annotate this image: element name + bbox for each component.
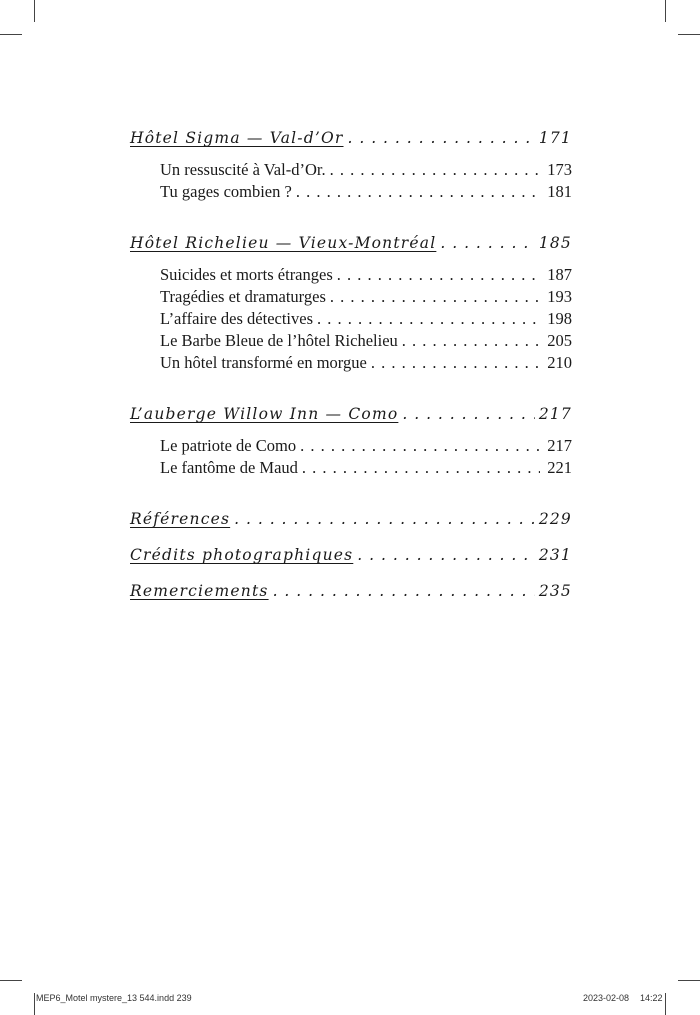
- toc-entry[interactable]: [130, 457, 572, 479]
- slug-date: 2023-02-08: [583, 993, 630, 1003]
- toc-page-number: 171: [538, 129, 572, 147]
- leader-dots: [296, 181, 540, 203]
- crop-mark-top-right: [665, 0, 666, 22]
- toc-entry-title: Le patriote de Como: [160, 436, 297, 455]
- slug-time: 14:22: [640, 993, 663, 1003]
- leader-dots: [330, 286, 540, 308]
- toc-section-richelieu[interactable]: [130, 232, 572, 254]
- toc-entry[interactable]: [130, 330, 572, 352]
- crop-mark-bottom-left: [34, 993, 35, 1015]
- toc-page-number: 217: [547, 436, 572, 455]
- toc-section-title: Crédits photographiques: [130, 546, 354, 564]
- crop-mark-bottom-right: [665, 993, 666, 1015]
- leader-dots: [234, 508, 535, 530]
- toc-entry[interactable]: [130, 264, 572, 286]
- crop-mark-top-left-h: [0, 34, 22, 35]
- toc-entry-title: Un ressuscité à Val-d’Or.: [160, 160, 326, 179]
- toc-entry[interactable]: [130, 308, 572, 330]
- toc-page-number: 205: [547, 331, 572, 350]
- toc-page-number: 221: [547, 458, 572, 477]
- toc-entry-title: Tu gages combien ?: [160, 182, 292, 201]
- crop-mark-bottom-left-h: [0, 980, 22, 981]
- crop-mark-bottom-right-h: [678, 980, 700, 981]
- slug-filename: MEP6_Motel mystere_13 544.indd 239: [36, 993, 192, 1003]
- toc-page-number: 193: [547, 287, 572, 306]
- toc-section-credits[interactable]: [130, 544, 572, 566]
- toc-section-sigma[interactable]: [130, 127, 572, 149]
- leader-dots: [371, 352, 540, 374]
- toc-entry[interactable]: [130, 352, 572, 374]
- leader-dots: [440, 232, 534, 254]
- leader-dots: [357, 544, 535, 566]
- crop-mark-top-left: [34, 0, 35, 22]
- toc-page-number: 235: [538, 582, 572, 600]
- toc-section-references[interactable]: [130, 508, 572, 530]
- toc-page-number: 210: [547, 353, 572, 372]
- toc-section-title: Références: [130, 510, 231, 528]
- toc-section-title: Remerciements: [130, 582, 269, 600]
- leader-dots: [330, 159, 540, 181]
- toc-page-number: 217: [538, 405, 572, 423]
- leader-dots: [337, 264, 540, 286]
- toc-page-number: 198: [547, 309, 572, 328]
- table-of-contents: [130, 122, 572, 602]
- toc-page-number: 187: [547, 265, 572, 284]
- toc-section-willow[interactable]: [130, 403, 572, 425]
- leader-dots: [402, 403, 534, 425]
- toc-page-number: 181: [547, 182, 572, 201]
- toc-entry-title: Le fantôme de Maud: [160, 458, 298, 477]
- toc-entry-title: Suicides et morts étranges: [160, 265, 333, 284]
- toc-entry[interactable]: [130, 435, 572, 457]
- toc-entry[interactable]: [130, 159, 572, 181]
- toc-page-number: 231: [538, 546, 572, 564]
- toc-entry-title: Tragédies et dramaturges: [160, 287, 326, 306]
- toc-entry-title: Le Barbe Bleue de l’hôtel Richelieu: [160, 331, 398, 350]
- toc-section-title: L’auberge Willow Inn — Como: [130, 405, 399, 423]
- leader-dots: [302, 457, 540, 479]
- toc-page-number: 185: [538, 234, 572, 252]
- leader-dots: [273, 580, 535, 602]
- leader-dots: [300, 435, 540, 457]
- toc-page-number: 229: [538, 510, 572, 528]
- toc-page-number: 173: [547, 160, 572, 179]
- leader-dots: [402, 330, 540, 352]
- crop-mark-top-right-h: [678, 34, 700, 35]
- toc-entry-title: Un hôtel transformé en morgue: [160, 353, 367, 372]
- toc-section-remerciements[interactable]: [130, 580, 572, 602]
- toc-entry[interactable]: [130, 286, 572, 308]
- toc-section-title: Hôtel Sigma — Val-d’Or: [130, 129, 344, 147]
- leader-dots: [317, 308, 540, 330]
- toc-entry-title: L’affaire des détectives: [160, 309, 314, 328]
- toc-section-title: Hôtel Richelieu — Vieux-Montréal: [130, 234, 437, 252]
- leader-dots: [348, 127, 535, 149]
- toc-entry[interactable]: [130, 181, 572, 203]
